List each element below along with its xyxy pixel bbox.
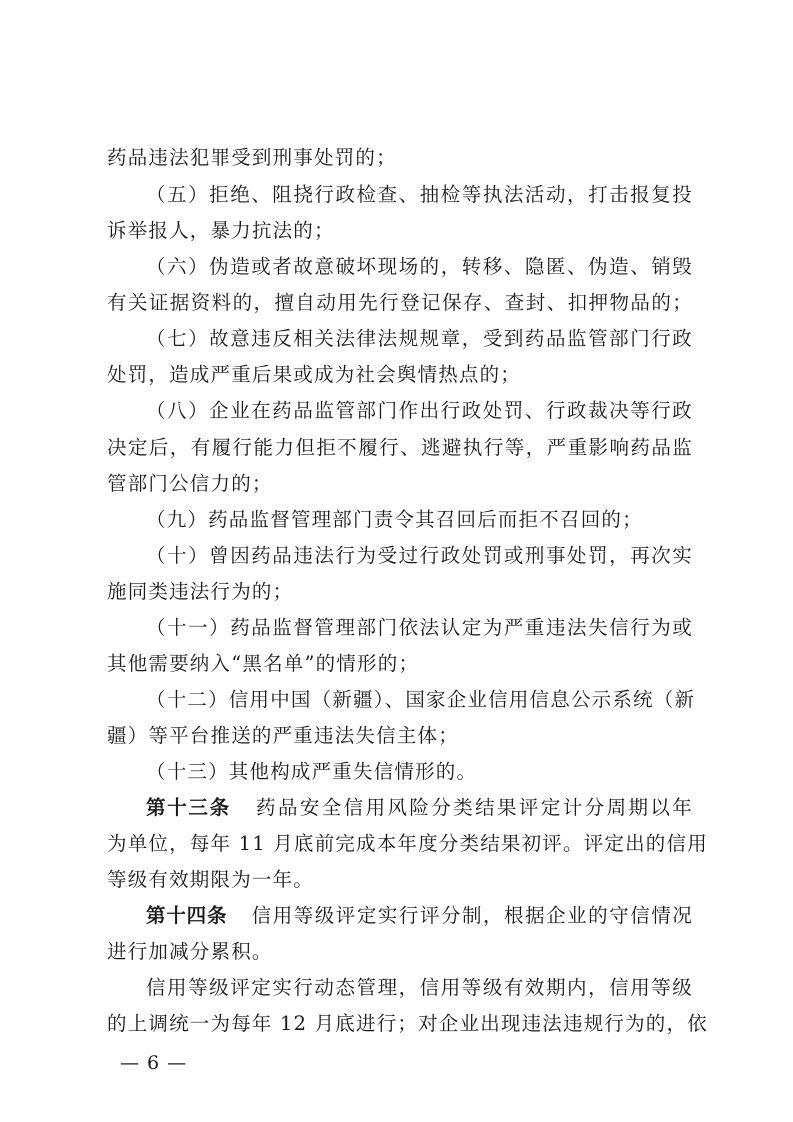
text-line: 为单位，每年 11 月底前完成本年度分类结果初评。评定出的信用 [107, 832, 708, 855]
text-line: （五）拒绝、阻挠行政检查、抽检等执法活动，打击报复投 [146, 183, 693, 206]
text-line: （十一）药品监督管理部门依法认定为严重违法失信行为或 [146, 616, 693, 639]
text-line: （十三）其他构成严重失信情形的。 [146, 760, 478, 783]
page-number: — 6 — [120, 1052, 188, 1074]
text-line: 疆）等平台推送的严重违法失信主体； [107, 724, 459, 747]
text-line: 施同类违法行为的； [107, 580, 294, 603]
text-line: 等级有效期限为一年。 [107, 868, 315, 891]
text-line: （九）药品监督管理部门责令其召回后而拒不召回的； [146, 508, 643, 531]
text-line: 的上调统一为每年 12 月底进行；对企业出现违法违规行为的，依 [107, 1012, 708, 1035]
article-14-label: 第十四条 [146, 904, 228, 927]
text-line: （十二）信用中国（新疆）、国家企业信用信息公示系统（新 [146, 688, 696, 711]
text-line: 药品违法犯罪受到刑事处罚的； [107, 146, 397, 169]
text-line: （八）企业在药品监管部门作出行政处罚、行政裁决等行政 [146, 399, 693, 422]
article-14-line [146, 901, 693, 931]
article-13-line [146, 793, 693, 823]
article-13-text: 药品安全信用风险分类结果评定计分周期以年 [254, 796, 693, 819]
text-line: （七）故意违反相关法律法规规章，受到药品监管部门行政 [146, 327, 693, 350]
text-line: 有关证据资料的，擅自动用先行登记保存、查封、扣押物品的； [107, 291, 693, 314]
text-line: 进行加减分累积。 [107, 940, 273, 963]
text-line: 其他需要纳入“黑名单”的情形的； [107, 652, 420, 675]
text-line: （十）曾因药品违法行为受过行政处罚或刑事处罚，再次实 [146, 544, 693, 567]
text-line: （六）伪造或者故意破坏现场的，转移、隐匿、伪造、销毁 [146, 255, 693, 278]
text-line: 管部门公信力的； [107, 472, 273, 495]
article-13-label: 第十三条 [146, 796, 231, 819]
text-line: 决定后，有履行能力但拒不履行、逃避执行等，严重影响药品监 [107, 436, 693, 459]
text-line: 诉举报人，暴力抗法的； [107, 219, 335, 242]
text-line: 信用等级评定实行动态管理，信用等级有效期内，信用等级 [146, 976, 693, 999]
text-line: 处罚，造成严重后果或成为社会舆情热点的； [107, 363, 522, 386]
article-14-text: 信用等级评定实行评分制，根据企业的守信情况 [251, 904, 693, 927]
